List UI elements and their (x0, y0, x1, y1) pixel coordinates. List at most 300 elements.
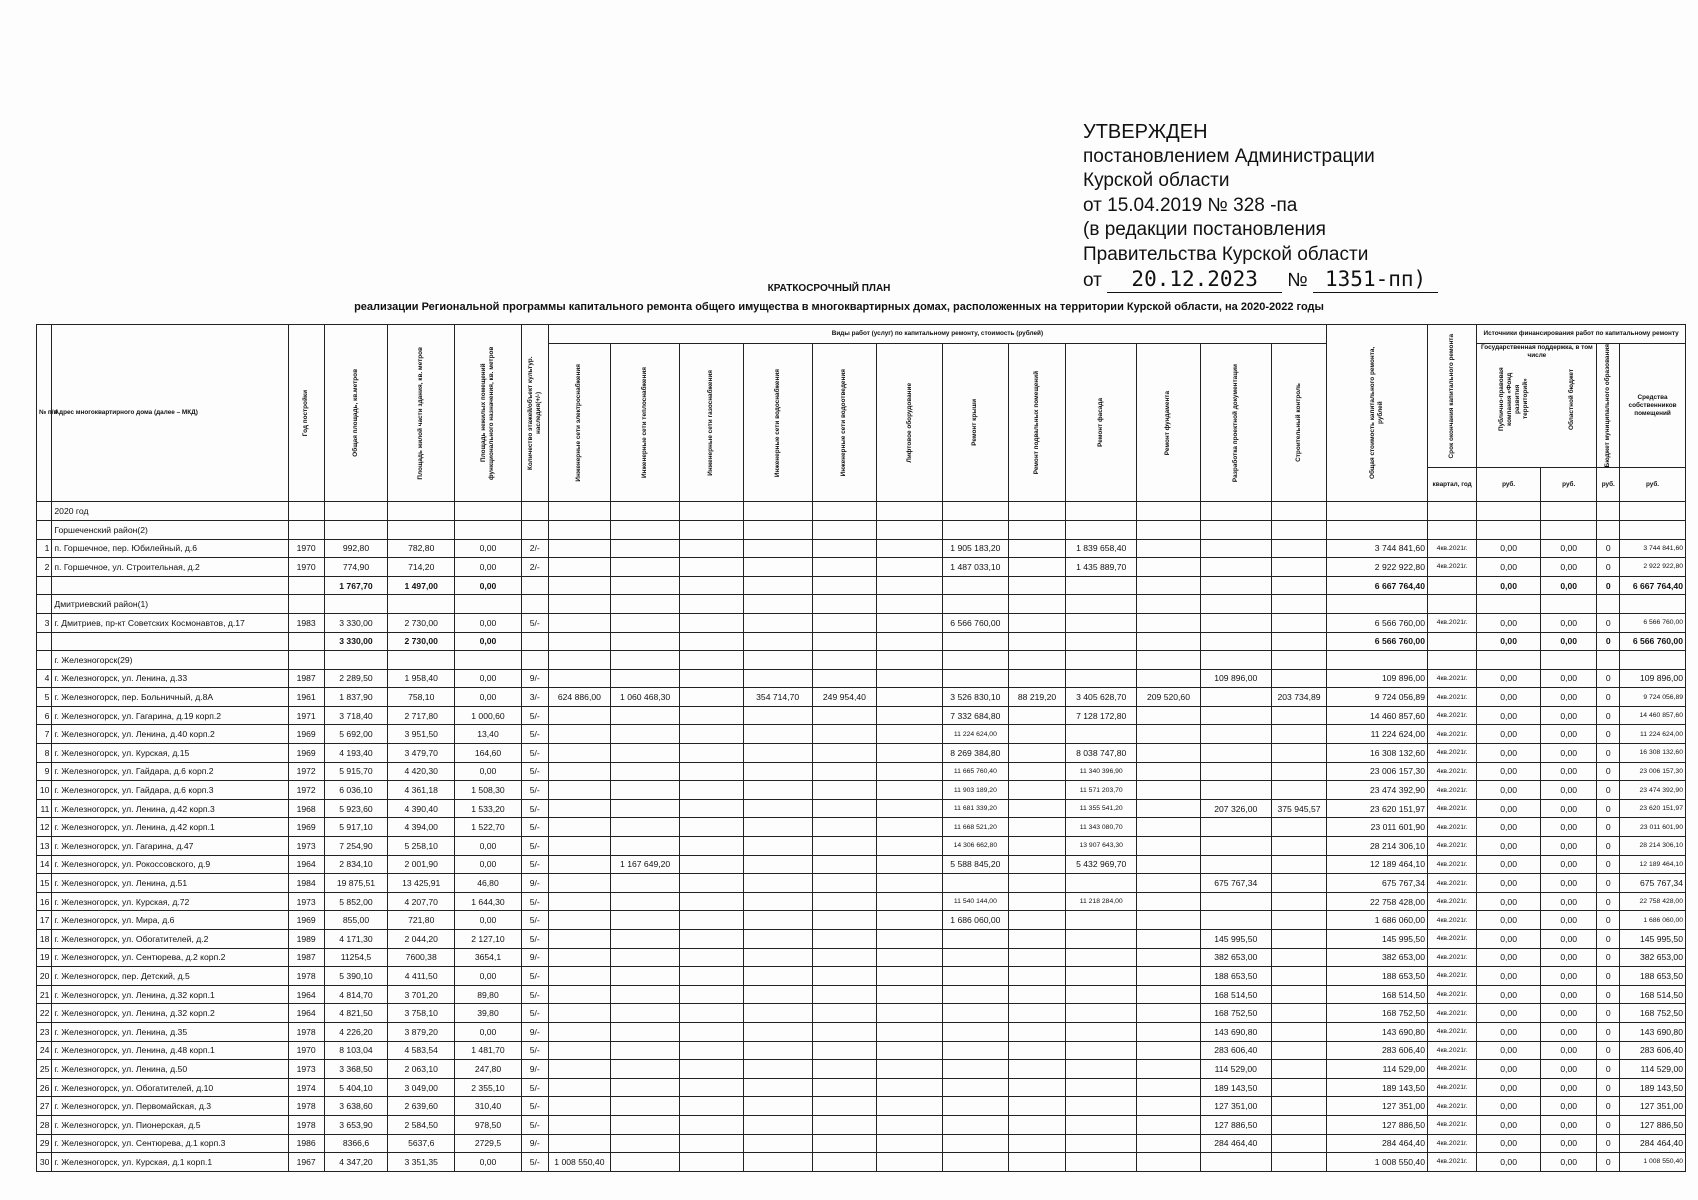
row-work-cost: 7 332 684,80 (943, 706, 1009, 725)
section-row (37, 520, 1686, 539)
row-work-cost (680, 911, 744, 930)
row-floors: 5/- (521, 1078, 548, 1097)
col-header-fund: Публично-правовая компания «Фонд развития территорий» (1498, 367, 1530, 431)
row-deadline: 4кв.2021г. (1427, 855, 1476, 874)
cell (521, 651, 548, 670)
row-work-cost (548, 1060, 611, 1079)
row-regional: 0,00 (1540, 613, 1597, 632)
col-header-work-heating: Инженерные сети теплоснабжения (611, 344, 680, 502)
row-work-cost: 375 945,57 (1271, 799, 1327, 818)
row-work-cost (680, 930, 744, 949)
row-municipal: 0 (1597, 558, 1620, 577)
repair-plan-table (36, 324, 1686, 1172)
section-label: Горшеченский район(2) (52, 520, 288, 539)
row-work-cost (1200, 539, 1271, 558)
row-work-cost (1008, 1022, 1066, 1041)
row-owners: 28 214 306,10 (1620, 837, 1686, 856)
row-work-cost: 675 767,34 (1200, 874, 1271, 893)
col-header-work-facade: Ремонт фасада (1066, 344, 1137, 502)
row-work-cost (812, 613, 877, 632)
subtotal-regional: 0,00 (1540, 576, 1597, 595)
row-work-cost: 1 008 550,40 (548, 1153, 611, 1172)
row-living-area: 2 001,90 (388, 855, 455, 874)
row-regional: 0,00 (1540, 799, 1597, 818)
row-year: 1969 (288, 818, 324, 837)
cell (1540, 651, 1597, 670)
cell (455, 520, 522, 539)
row-deadline: 4кв.2021г. (1427, 539, 1476, 558)
row-total-area: 3 718,40 (324, 706, 388, 725)
row-work-cost (1008, 1115, 1066, 1134)
row-municipal: 0 (1597, 1041, 1620, 1060)
row-number: 14 (37, 855, 52, 874)
row-floors: 9/- (521, 1060, 548, 1079)
row-municipal: 0 (1597, 669, 1620, 688)
cell (1200, 502, 1271, 521)
row-work-cost (743, 1060, 812, 1079)
subtotal-row (37, 576, 1686, 595)
row-year: 1986 (288, 1134, 324, 1153)
row-nonliving-area: 0,00 (455, 1153, 522, 1172)
row-total-cost: 189 143,50 (1327, 1078, 1428, 1097)
subtotal-nonliving-area: 0,00 (455, 632, 522, 651)
row-number: 30 (37, 1153, 52, 1172)
row-work-cost: 382 653,00 (1200, 948, 1271, 967)
cell (455, 502, 522, 521)
row-work-cost: 1 167 649,20 (611, 855, 680, 874)
cell (288, 632, 324, 651)
row-owners: 675 767,34 (1620, 874, 1686, 893)
row-work-cost (1008, 558, 1066, 577)
row-deadline: 4кв.2021г. (1427, 892, 1476, 911)
row-regional: 0,00 (1540, 948, 1597, 967)
cell (1327, 595, 1428, 614)
cell (1327, 651, 1428, 670)
row-work-cost (1137, 762, 1201, 781)
row-work-cost (1066, 1041, 1137, 1060)
row-work-cost (1137, 669, 1201, 688)
row-work-cost: 1 060 468,30 (611, 688, 680, 707)
row-work-cost (743, 818, 812, 837)
row-floors: 3/- (521, 688, 548, 707)
subtotal-owners: 6 566 760,00 (1620, 632, 1686, 651)
table-row (37, 985, 1686, 1004)
table-header (37, 325, 1686, 502)
row-work-cost (812, 744, 877, 763)
row-owners: 114 529,00 (1620, 1060, 1686, 1079)
row-number: 2 (37, 558, 52, 577)
row-number: 22 (37, 1004, 52, 1023)
row-owners: 168 752,50 (1620, 1004, 1686, 1023)
cell (1008, 502, 1066, 521)
row-work-cost: 3 405 628,70 (1066, 688, 1137, 707)
row-work-cost (611, 1004, 680, 1023)
row-nonliving-area: 0,00 (455, 539, 522, 558)
row-work-cost (611, 762, 680, 781)
row-floors: 9/- (521, 1022, 548, 1041)
row-work-cost (1271, 539, 1327, 558)
row-work-cost (1008, 1078, 1066, 1097)
row-number: 7 (37, 725, 52, 744)
row-work-cost (812, 967, 877, 986)
row-total-cost: 143 690,80 (1327, 1022, 1428, 1041)
row-work-cost (548, 1041, 611, 1060)
row-work-cost (812, 539, 877, 558)
row-work-cost: 145 995,50 (1200, 930, 1271, 949)
row-work-cost (1137, 1004, 1201, 1023)
row-work-cost (1200, 837, 1271, 856)
row-work-cost (877, 892, 943, 911)
row-work-cost (812, 1004, 877, 1023)
cell (1066, 502, 1137, 521)
table-row (37, 1134, 1686, 1153)
row-regional: 0,00 (1540, 1115, 1597, 1134)
row-work-cost (611, 1115, 680, 1134)
row-work-cost (548, 985, 611, 1004)
row-work-cost: 354 714,70 (743, 688, 812, 707)
row-nonliving-area: 46,80 (455, 874, 522, 893)
row-total-area: 774,90 (324, 558, 388, 577)
section-row (37, 595, 1686, 614)
row-work-cost: 11 355 541,20 (1066, 799, 1137, 818)
row-work-cost: 1 905 183,20 (943, 539, 1009, 558)
subtotal-municipal: 0 (1597, 632, 1620, 651)
row-total-area: 4 814,70 (324, 985, 388, 1004)
col-header-deadline-unit: квартал, год (1427, 468, 1476, 502)
row-total-area: 5 915,70 (324, 762, 388, 781)
row-work-cost (812, 837, 877, 856)
cell (324, 502, 388, 521)
cell (1200, 520, 1271, 539)
row-work-cost (1200, 762, 1271, 781)
row-fund: 0,00 (1477, 744, 1541, 763)
row-work-cost (743, 837, 812, 856)
row-work-cost (1200, 911, 1271, 930)
cell (743, 502, 812, 521)
row-deadline: 4кв.2021г. (1427, 967, 1476, 986)
row-municipal: 0 (1597, 818, 1620, 837)
row-year: 1970 (288, 558, 324, 577)
row-deadline: 4кв.2021г. (1427, 799, 1476, 818)
section-label: 2020 год (52, 502, 288, 521)
row-total-cost: 188 653,50 (1327, 967, 1428, 986)
row-work-cost (812, 818, 877, 837)
cell (548, 576, 611, 595)
cell (37, 632, 52, 651)
cell (324, 520, 388, 539)
row-regional: 0,00 (1540, 781, 1597, 800)
subtotal-fund: 0,00 (1477, 632, 1541, 651)
row-year: 1970 (288, 539, 324, 558)
row-floors: 2/- (521, 539, 548, 558)
row-total-cost: 14 460 857,60 (1327, 706, 1428, 725)
row-work-cost (1137, 781, 1201, 800)
row-work-cost (743, 874, 812, 893)
row-total-cost: 145 995,50 (1327, 930, 1428, 949)
row-regional: 0,00 (1540, 911, 1597, 930)
row-fund: 0,00 (1477, 892, 1541, 911)
row-work-cost (1137, 1022, 1201, 1041)
row-total-area: 4 821,50 (324, 1004, 388, 1023)
section-row (37, 502, 1686, 521)
row-year: 1974 (288, 1078, 324, 1097)
row-number: 20 (37, 967, 52, 986)
row-fund: 0,00 (1477, 967, 1541, 986)
row-work-cost (680, 669, 744, 688)
row-regional: 0,00 (1540, 855, 1597, 874)
row-number: 25 (37, 1060, 52, 1079)
row-work-cost (611, 744, 680, 763)
row-work-cost (611, 874, 680, 893)
row-floors: 9/- (521, 948, 548, 967)
row-number: 10 (37, 781, 52, 800)
row-work-cost (1271, 967, 1327, 986)
row-year: 1984 (288, 874, 324, 893)
row-work-cost (877, 558, 943, 577)
table-row (37, 762, 1686, 781)
row-year: 1989 (288, 930, 324, 949)
row-work-cost: 209 520,60 (1137, 688, 1201, 707)
row-number: 17 (37, 911, 52, 930)
cell (1271, 632, 1327, 651)
row-work-cost (1137, 1134, 1201, 1153)
row-total-area: 7 254,90 (324, 837, 388, 856)
row-living-area: 4 583,54 (388, 1041, 455, 1060)
cell (1137, 502, 1201, 521)
row-work-cost (1008, 985, 1066, 1004)
row-total-area: 3 368,50 (324, 1060, 388, 1079)
row-total-area: 4 347,20 (324, 1153, 388, 1172)
row-address: г. Железногорск, ул. Ленина, д.40 корп.2 (52, 725, 288, 744)
row-work-cost (743, 1004, 812, 1023)
row-floors: 9/- (521, 874, 548, 893)
row-regional: 0,00 (1540, 1134, 1597, 1153)
subtotal-nonliving-area: 0,00 (455, 576, 522, 595)
row-work-cost (877, 1153, 943, 1172)
row-work-cost (611, 1041, 680, 1060)
col-header-work-roof: Ремонт крыши (943, 344, 1009, 502)
row-work-cost (680, 1153, 744, 1172)
row-work-cost (1137, 967, 1201, 986)
row-address: г. Железногорск, ул. Сентюрева, д.1 корп.3 (52, 1134, 288, 1153)
cell (1620, 502, 1686, 521)
row-living-area: 5 258,10 (388, 837, 455, 856)
row-work-cost (680, 1041, 744, 1060)
row-address: г. Железногорск, ул. Мира, д.6 (52, 911, 288, 930)
row-nonliving-area: 89,80 (455, 985, 522, 1004)
document-title: КРАТКОСРОЧНЫЙ ПЛАН (767, 283, 891, 294)
row-work-cost (680, 967, 744, 986)
row-address: г. Железногорск, ул. Ленина, д.32 корп.1 (52, 985, 288, 1004)
cell (877, 632, 943, 651)
row-municipal: 0 (1597, 1060, 1620, 1079)
row-work-cost (743, 1078, 812, 1097)
cell (812, 502, 877, 521)
row-work-cost (877, 613, 943, 632)
row-living-area: 2 044,20 (388, 930, 455, 949)
row-work-cost (680, 1004, 744, 1023)
row-deadline: 4кв.2021г. (1427, 1153, 1476, 1172)
cell (1008, 576, 1066, 595)
row-floors: 5/- (521, 613, 548, 632)
row-work-cost (1008, 874, 1066, 893)
row-work-cost (1008, 911, 1066, 930)
row-work-cost (1137, 799, 1201, 818)
row-regional: 0,00 (1540, 1060, 1597, 1079)
row-work-cost (812, 762, 877, 781)
row-work-cost (743, 1041, 812, 1060)
col-header-nonliving-area: Площадь нежилых помещений функционального назначения, кв. метров (455, 325, 522, 502)
table-row (37, 837, 1686, 856)
row-total-cost: 168 752,50 (1327, 1004, 1428, 1023)
row-address: п. Горшечное, пер. Юбилейный, д.6 (52, 539, 288, 558)
cell (1271, 651, 1327, 670)
row-year: 1969 (288, 744, 324, 763)
row-work-cost (611, 1078, 680, 1097)
row-work-cost: 249 954,40 (812, 688, 877, 707)
row-municipal: 0 (1597, 613, 1620, 632)
row-work-cost (548, 948, 611, 967)
cell (1620, 595, 1686, 614)
row-number: 9 (37, 762, 52, 781)
table-row (37, 1078, 1686, 1097)
row-total-cost: 283 606,40 (1327, 1041, 1428, 1060)
cell (611, 576, 680, 595)
row-work-cost (812, 874, 877, 893)
col-header-work-design: Разработка проектной документации (1200, 344, 1271, 502)
row-fund: 0,00 (1477, 799, 1541, 818)
row-work-cost (943, 1041, 1009, 1060)
row-work-cost (743, 539, 812, 558)
row-total-area: 5 852,00 (324, 892, 388, 911)
row-living-area: 5637,6 (388, 1134, 455, 1153)
cell (1137, 632, 1201, 651)
row-work-cost (1066, 967, 1137, 986)
row-fund: 0,00 (1477, 1134, 1541, 1153)
row-municipal: 0 (1597, 1153, 1620, 1172)
row-work-cost (611, 725, 680, 744)
cell (1137, 595, 1201, 614)
row-fund: 0,00 (1477, 1078, 1541, 1097)
cell (1597, 651, 1620, 670)
row-work-cost (1271, 985, 1327, 1004)
row-work-cost (1137, 744, 1201, 763)
row-work-cost (1066, 1097, 1137, 1116)
row-total-area: 19 875,51 (324, 874, 388, 893)
cell (812, 520, 877, 539)
cell (1427, 651, 1476, 670)
row-year: 1970 (288, 1041, 324, 1060)
row-work-cost (1137, 558, 1201, 577)
cell (680, 651, 744, 670)
cell (388, 651, 455, 670)
row-work-cost (680, 1115, 744, 1134)
cell (1427, 502, 1476, 521)
cell (1597, 520, 1620, 539)
row-work-cost (548, 818, 611, 837)
cell (680, 595, 744, 614)
row-address: г. Железногорск, ул. Ленина, д.42 корп.1 (52, 818, 288, 837)
cell (1200, 632, 1271, 651)
row-address: г. Железногорск, ул. Первомайская, д.3 (52, 1097, 288, 1116)
row-municipal: 0 (1597, 799, 1620, 818)
row-deadline: 4кв.2021г. (1427, 669, 1476, 688)
row-work-cost (812, 1060, 877, 1079)
cell (52, 632, 288, 651)
subtotal-owners: 6 667 764,40 (1620, 576, 1686, 595)
row-floors: 9/- (521, 1134, 548, 1153)
row-work-cost (1066, 1153, 1137, 1172)
cell (680, 632, 744, 651)
row-work-cost (1066, 911, 1137, 930)
row-nonliving-area: 1 508,30 (455, 781, 522, 800)
row-total-area: 2 289,50 (324, 669, 388, 688)
row-regional: 0,00 (1540, 985, 1597, 1004)
row-work-cost (548, 762, 611, 781)
row-owners: 6 566 760,00 (1620, 613, 1686, 632)
cell (37, 595, 52, 614)
table-row (37, 799, 1686, 818)
row-floors: 5/- (521, 781, 548, 800)
row-work-cost (680, 985, 744, 1004)
row-work-cost (1008, 1004, 1066, 1023)
approval-line: Правительства Курской области (1083, 243, 1369, 265)
row-work-cost (1066, 1115, 1137, 1134)
row-work-cost (877, 781, 943, 800)
row-regional: 0,00 (1540, 1041, 1597, 1060)
row-regional: 0,00 (1540, 818, 1597, 837)
row-number: 26 (37, 1078, 52, 1097)
row-owners: 14 460 857,60 (1620, 706, 1686, 725)
row-municipal: 0 (1597, 1115, 1620, 1134)
row-work-cost (1271, 837, 1327, 856)
row-year: 1969 (288, 911, 324, 930)
row-work-cost: 109 896,00 (1200, 669, 1271, 688)
row-floors: 5/- (521, 799, 548, 818)
col-header-address: Адрес многоквартирного дома (далее – МКД) (52, 325, 288, 502)
row-living-area: 3 951,50 (388, 725, 455, 744)
row-total-area: 4 226,20 (324, 1022, 388, 1041)
row-owners: 1 686 060,00 (1620, 911, 1686, 930)
row-work-cost (877, 725, 943, 744)
row-number: 6 (37, 706, 52, 725)
row-total-cost: 11 224 624,00 (1327, 725, 1428, 744)
row-work-cost (680, 1060, 744, 1079)
row-work-cost: 14 306 662,80 (943, 837, 1009, 856)
row-work-cost (812, 892, 877, 911)
cell (1066, 632, 1137, 651)
row-work-cost (1066, 1134, 1137, 1153)
cell (37, 502, 52, 521)
subtotal-total-area: 1 767,70 (324, 576, 388, 595)
row-total-area: 3 653,90 (324, 1115, 388, 1134)
table-row (37, 1153, 1686, 1172)
row-work-cost (548, 1004, 611, 1023)
row-regional: 0,00 (1540, 762, 1597, 781)
row-work-cost (680, 539, 744, 558)
table-row (37, 1115, 1686, 1134)
row-work-cost (1066, 1022, 1137, 1041)
row-deadline: 4кв.2021г. (1427, 1060, 1476, 1079)
row-work-cost (812, 948, 877, 967)
row-work-cost (743, 1097, 812, 1116)
row-work-cost (877, 930, 943, 949)
row-work-cost (1200, 688, 1271, 707)
row-work-cost (1200, 725, 1271, 744)
row-work-cost (877, 688, 943, 707)
row-work-cost (877, 1060, 943, 1079)
approval-line: Курской области (1083, 170, 1230, 191)
